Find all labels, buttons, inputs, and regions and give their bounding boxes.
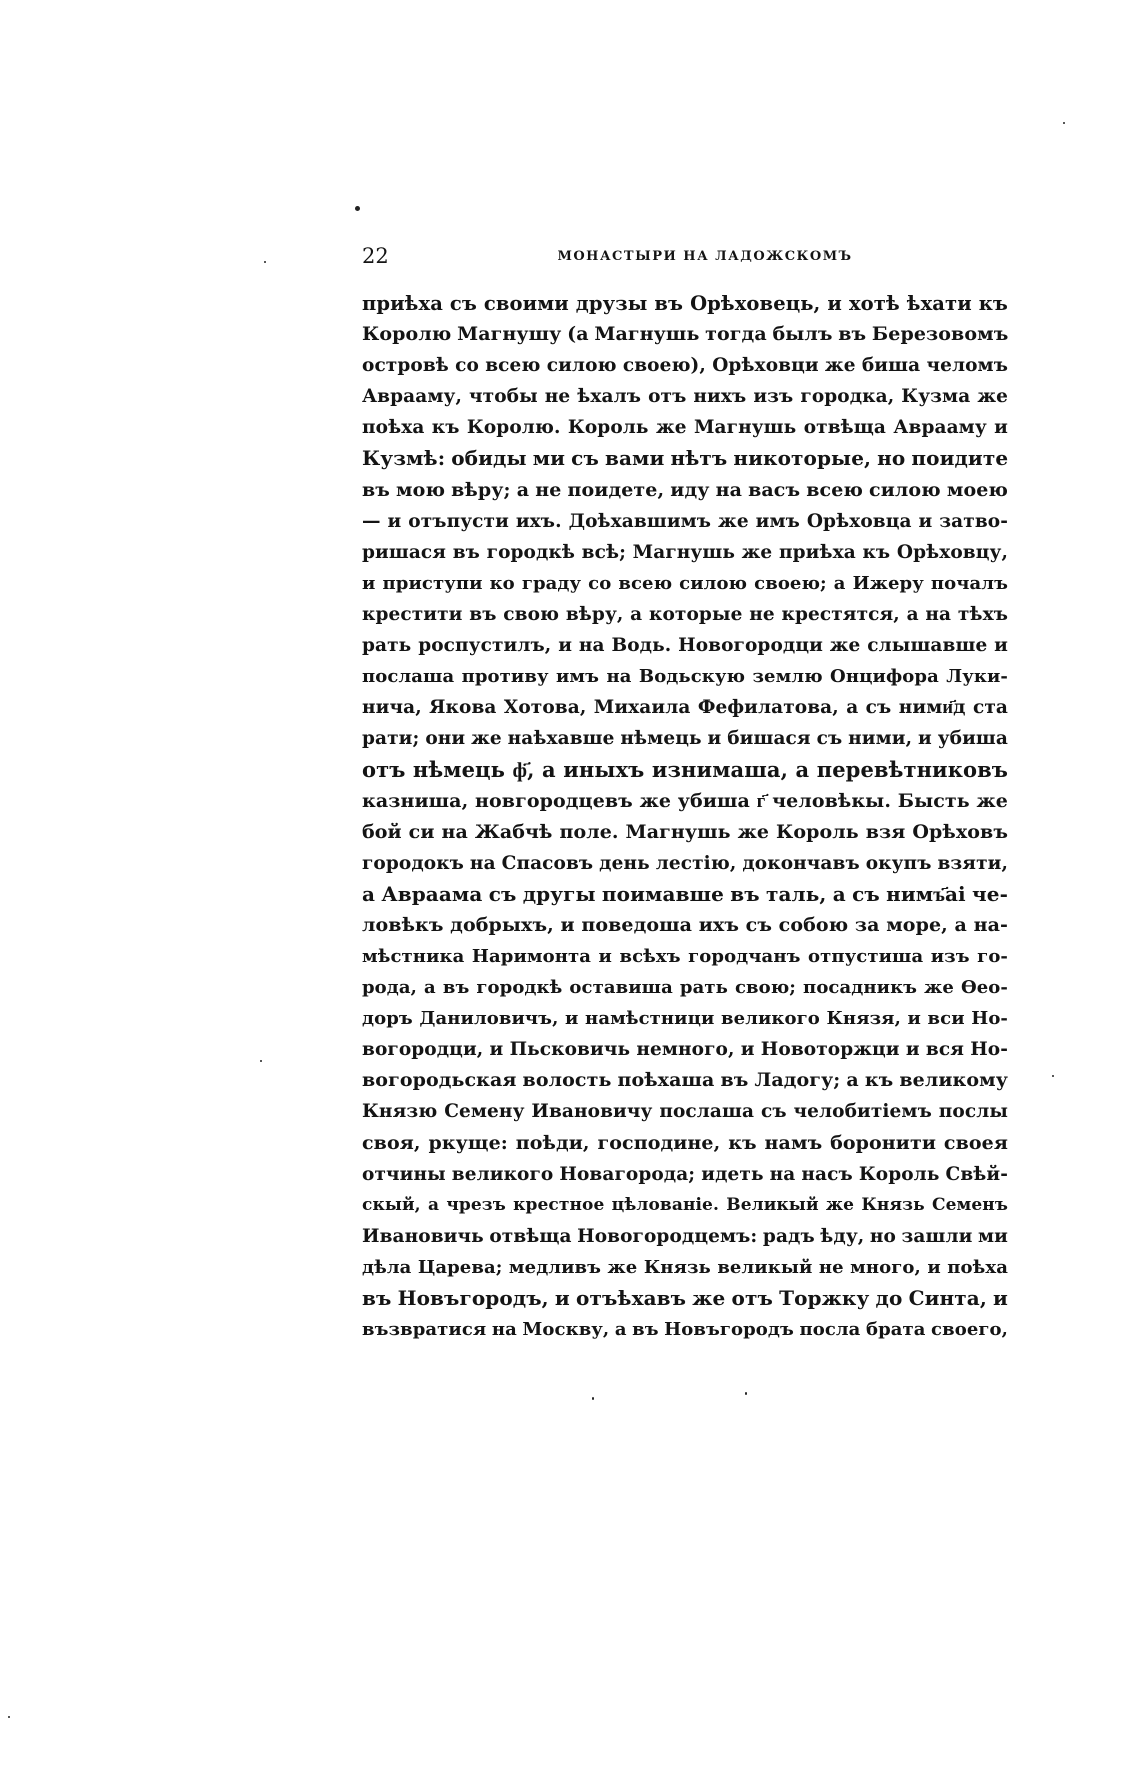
text-line: и приступи ко граду со всею силою своею; а Ижеру почалъ <box>362 572 1008 594</box>
ink-speck <box>1052 1075 1054 1077</box>
ink-speck <box>8 1716 10 1718</box>
text-line: поѣха къ Королю. Король же Магнушь отвѣща Аврааму и <box>362 417 1008 439</box>
running-title: МОНАСТЫРИ НА ЛАДОЖСКОМЪ <box>557 249 853 264</box>
text-line: ришася въ городкѣ всѣ; Магнушь же приѣха къ Орѣховцу, <box>362 541 1008 563</box>
text-line: островѣ со всею силою своею), Орѣховци же биша челомъ <box>362 355 1008 377</box>
running-head <box>362 244 1008 274</box>
text-line: приѣха съ своими друзы въ Орѣховець, и хотѣ ѣхати къ <box>362 292 1008 315</box>
text-line: Князю Семену Ивановичу послаша съ челобитіемъ послы <box>362 1101 1008 1123</box>
text-line: ловѣкъ добрыхъ, и поведоша ихъ съ собою за море, а на- <box>362 913 1008 936</box>
text-line: отъ нѣмець ф҃, а иныхъ изнимаша, а перевѣтниковъ <box>362 757 1008 783</box>
ink-speck <box>592 1397 594 1400</box>
text-line: рати; они же наѣхавше нѣмець и бишася съ ними, и убиша <box>362 728 1008 750</box>
text-line: бой си на Жабчѣ поле. Магнушь же Король взя Орѣховъ <box>362 820 1008 843</box>
ink-speck <box>260 1060 262 1062</box>
text-line: вогородьская волость поѣхаша въ Ладогу; а къ великому <box>362 1069 1008 1092</box>
text-line: въ Новъгородъ, и отъѣхавъ же отъ Торжку до Синта, и <box>362 1286 1008 1310</box>
text-line: доръ Даниловичъ, и намѣстници великого Князя, и вси Но- <box>362 1008 1008 1030</box>
text-line: городокъ на Спасовъ день лестію, докончавъ окупъ взяти, <box>362 852 1008 874</box>
text-line: дѣла Царева; медливъ же Князь великый не много, и поѣха <box>362 1256 1008 1278</box>
text-line: Аврааму, чтобы не ѣхалъ отъ нихъ изъ городка, Кузма же <box>362 386 1008 408</box>
text-line: скый, а чрезъ крестное цѣлованіе. Великый же Князь Семенъ <box>362 1194 1008 1215</box>
text-line: Кузмѣ: обиды ми съ вами нѣтъ никоторые, но поидите <box>362 446 1009 471</box>
text-line: рода, а въ городкѣ оставиша рать свою; посадникъ же Ѳео- <box>362 977 1008 999</box>
page-number: 22 <box>362 244 389 268</box>
text-line: възвратися на Москву, а въ Новъгородъ посла брата своего, <box>362 1319 1008 1341</box>
text-line: рать роспустилъ, и на Водь. Новогородци же слышавше и <box>362 635 1008 657</box>
text-line: вогородци, и Пьсковичь немного, и Новоторжци и вся Но- <box>362 1039 1008 1061</box>
text-line: отчины великого Новагорода; идеть на насъ Король Свѣй- <box>362 1163 1008 1185</box>
ink-speck <box>264 261 266 263</box>
text-line: казниша, новгородцевъ же убиша г҃ человѣкы. Бысть же <box>362 789 1008 812</box>
text-line: Королю Магнушу (а Магнушь тогда былъ въ Березовомъ <box>362 323 1009 346</box>
text-line: — и отъпусти ихъ. Доѣхавшимъ же имъ Орѣховца и затво- <box>362 510 1008 532</box>
text-line: въ мою вѣру; а не поидете, иду на васъ всею силою моею <box>362 478 1008 501</box>
body-text <box>362 288 1008 1345</box>
text-line: Ивановичь отвѣща Новогородцемъ: радъ ѣду, но зашли ми <box>362 1225 1008 1247</box>
ink-speck <box>745 1392 747 1395</box>
ink-speck <box>1063 122 1065 124</box>
text-line: нича, Якова Хотова, Михаила Фефилатова, а съ ними҃д ста <box>362 697 1008 719</box>
text-line: послаша противу имъ на Водьскую землю Онцифора Луки- <box>362 666 1008 688</box>
text-line: а Авраама съ другы поимавше въ таль, а съ нимъ҃аі че- <box>362 881 1008 906</box>
text-line: мѣстника Наримонта и всѣхъ городчанъ отпустиша изъ го- <box>362 945 1008 967</box>
ink-speck <box>355 206 360 211</box>
text-line: крестити въ свою вѣру, а которые не крестятся, а на тѣхъ <box>362 603 1008 625</box>
text-line: своя, ркуще: поѣди, господине, къ намъ боронити своея <box>362 1131 1008 1154</box>
